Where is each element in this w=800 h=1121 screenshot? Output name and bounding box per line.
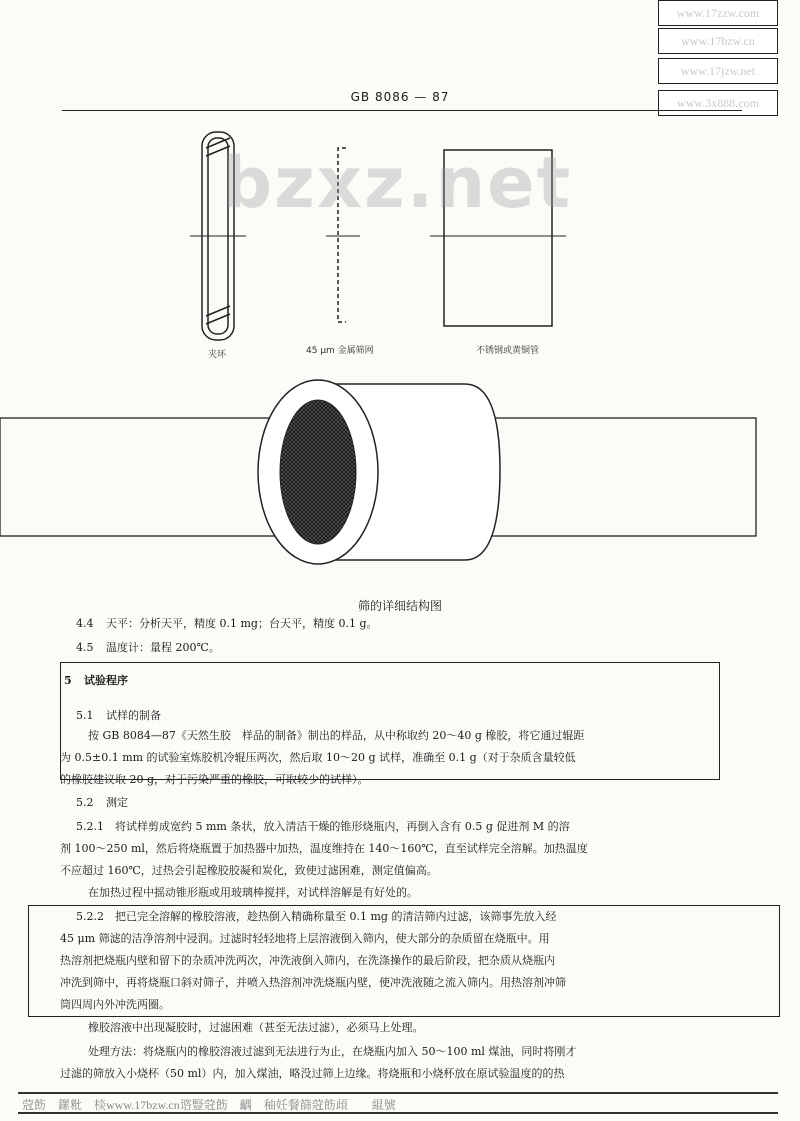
paragraph-line: 热溶剂把烧瓶内壁和留下的杂质冲洗两次，冲洗液倒入筛内，在洗涤操作的最后阶段，把杂质从烧瓶内 xyxy=(60,954,555,967)
watermark-link[interactable]: www.17bzw.cn xyxy=(658,28,778,54)
header-rule xyxy=(62,110,742,111)
subsection-5-2-heading xyxy=(76,793,128,813)
caption-clamp-ring: 夹环 xyxy=(208,350,227,360)
paragraph-line: 剂 100～250 ml，然后将烧瓶置于加热器中加热，温度维持在 140～160℃，直至试样完全溶解。加热温度 xyxy=(60,842,588,855)
item-number: 4.4 xyxy=(76,617,94,630)
paragraph-line: 处理方法：将烧瓶内的橡胶溶液过滤到无法进行为止，在烧瓶内加入 50～100 ml 煤油，同时将刚才 xyxy=(88,1045,577,1058)
paragraph-line: 的橡胶建议取 20 g，对于污染严重的橡胶，可取较少的试样）。 xyxy=(60,773,369,786)
paragraph-line: 5.2.1 将试样剪成宽约 5 mm 条状，放入清洁干燥的锥形烧瓶内，再倒入含有 0.5 g 促进剂 M 的溶 xyxy=(76,820,570,833)
subsection-number: 5.2 xyxy=(76,796,94,809)
paragraph-line: 5.2.2 把已完全溶解的橡胶溶液，趁热倒入精确称量至 0.1 mg 的清洁筛内过滤，该筛事先放入经 xyxy=(76,910,557,923)
item-4-5 xyxy=(76,638,220,658)
subsection-title: 测定 xyxy=(106,796,128,809)
site-watermark: bzxz.net xyxy=(222,142,573,224)
watermark-link[interactable]: www.3x888.com xyxy=(658,90,778,116)
caption-tube: 不锈钢或黄铜管 xyxy=(476,346,540,356)
watermark-link[interactable]: www.17zzw.com xyxy=(658,0,778,26)
subsection-5-1-heading xyxy=(76,706,161,726)
subsection-title: 试样的制备 xyxy=(106,709,161,722)
paragraph-line: 在加热过程中摇动锥形瓶或用玻璃棒搅拌，对试样溶解是有好处的。 xyxy=(88,886,418,899)
footer-watermark-bar: 蒄飭 鏍粃 棪www.17bzw.cn谘豎蒄飭 齵 秞妊餐篩蒄飭頉 緄號 xyxy=(18,1092,778,1114)
paragraph-line: 为 0.5±0.1 mm 的试验室炼胶机冷辊压两次，然后取 10～20 g 试样，准确至 0.1 g（对于杂质含量较低 xyxy=(60,751,576,764)
item-text: 温度计：量程 200℃。 xyxy=(106,641,220,654)
section-5-heading xyxy=(64,671,128,691)
watermark-link[interactable]: www.17jzw.net xyxy=(658,58,778,84)
paragraph-line: 不应超过 160℃，过热会引起橡胶胶凝和炭化，致使过滤困难，测定值偏高。 xyxy=(60,864,438,877)
item-number: 4.5 xyxy=(76,641,94,654)
figure-title: 筛的详细结构图 xyxy=(357,599,442,613)
item-text: 天平：分析天平，精度 0.1 mg；台天平，精度 0.1 g。 xyxy=(106,617,378,630)
sieve-assembly-drawing xyxy=(0,370,800,600)
paragraph-line: 过滤的筛放入小烧杯（50 ml）内，加入煤油，略没过筛上边缘。将烧瓶和小烧杯放在原试验温度的的热 xyxy=(60,1067,565,1080)
section-title: 试验程序 xyxy=(84,674,128,687)
paragraph-line: 冲洗到筛中，再将烧瓶口斜对筛子，并喷入热溶剂冲洗烧瓶内壁，使冲洗液随之流入筛内。用热溶剂冲筛 xyxy=(60,976,566,989)
paragraph-line: 按 GB 8084—87《天然生胶 样品的制备》制出的样品，从中称取约 20～40 g 橡胶，将它通过辊距 xyxy=(88,729,585,742)
paragraph-line: 橡胶溶液中出现凝胶时，过滤困难（甚至无法过滤），必须马上处理。 xyxy=(88,1021,424,1034)
paragraph-line: 45 μm 筛滤的洁净溶剂中浸润。过滤时轻轻地将上层溶液倒入筛内，使大部分的杂质留在烧瓶中。用 xyxy=(60,932,550,945)
item-4-4 xyxy=(76,614,378,634)
subsection-number: 5.1 xyxy=(76,709,94,722)
standard-number: GB 8086 — 87 xyxy=(350,90,450,104)
caption-metal-mesh: 45 μm 金属筛网 xyxy=(306,346,374,356)
section-number: 5 xyxy=(64,674,72,687)
paragraph-line: 筒四周内外冲洗两圈。 xyxy=(60,998,170,1011)
